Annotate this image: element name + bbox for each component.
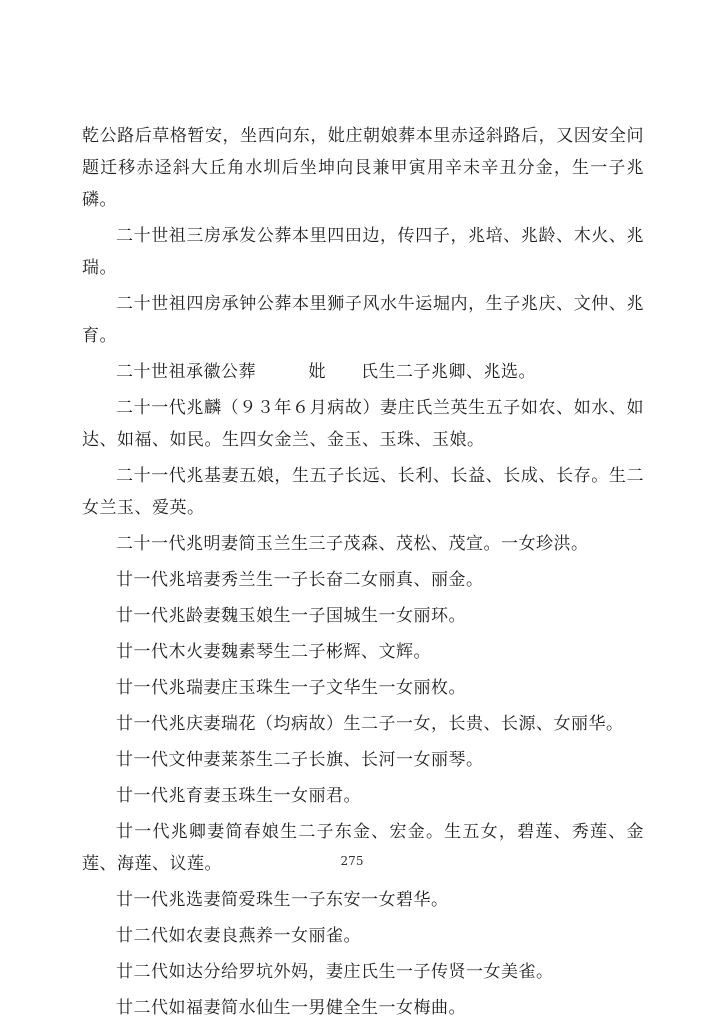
paragraph-17: 廿二代如农妻良燕养一女丽雀。 (116, 926, 361, 946)
paragraph-15: 廿一代兆卿妻简春娘生二子东金、宏金。生五女，碧莲、秀莲、金莲、海莲、议莲。 (82, 822, 644, 874)
paragraph-3: 二十世祖四房承钟公葬本里狮子风水牛运堀内，生子兆庆、文仲、兆育。 (82, 294, 644, 346)
paragraph-9: 廿一代兆龄妻魏玉娘生一子国城生一女丽环。 (116, 606, 466, 626)
paragraph-18: 廿二代如达分给罗坑外妈，妻庄氏生一子传贤一女美雀。 (116, 962, 554, 982)
paragraph-14: 廿一代兆育妻玉珠生一女丽君。 (116, 786, 361, 806)
paragraph-12: 廿一代兆庆妻瑞花（均病故）生二子一女，长贵、长源、女丽华。 (116, 714, 624, 734)
paragraph-1: 乾公路后草格暂安，坐西向东，妣庄朝娘葬本里赤迳斜路后，又因安全问题迁移赤迳斜大丘角水圳后坐坤向艮兼甲寅用辛未辛丑分金，生一子兆磷。 (82, 126, 644, 210)
paragraph-8: 廿一代兆培妻秀兰生一子长奋二女丽真、丽金。 (116, 570, 484, 590)
paragraph-2: 二十世祖三房承发公葬本里四田边，传四子，兆培、兆龄、木火、兆瑞。 (82, 226, 644, 278)
paragraph-19: 廿二代如福妻简水仙生一男健全生一女梅曲。 (116, 998, 466, 1018)
paragraph-10: 廿一代木火妻魏素琴生二子彬辉、文辉。 (116, 642, 431, 662)
paragraph-7: 二十一代兆明妻简玉兰生三子茂森、茂松、茂宣。一女珍洪。 (116, 534, 589, 554)
paragraph-16: 廿一代兆选妻简爱珠生一子东安一女碧华。 (116, 890, 449, 910)
paragraph-4: 二十世祖承徽公葬 妣 氏生二子兆卿、兆选。 (116, 362, 536, 382)
paragraph-13: 廿一代文仲妻莱茶生二子长旗、长河一女丽琴。 (116, 750, 484, 770)
paragraph-5: 二十一代兆麟（９３年６月病故）妻庄氏兰英生五子如农、如水、如达、如福、如民。生四女金兰、金玉、玉珠、玉娘。 (82, 398, 644, 450)
paragraph-6: 二十一代兆基妻五娘，生五子长远、长利、长益、长成、长存。生二女兰玉、爱英。 (82, 466, 644, 518)
page-number: 275 (340, 854, 364, 868)
genealogy-text (82, 120, 644, 1028)
paragraph-11: 廿一代兆瑞妻庄玉珠生一子文华生一女丽枚。 (116, 678, 466, 698)
